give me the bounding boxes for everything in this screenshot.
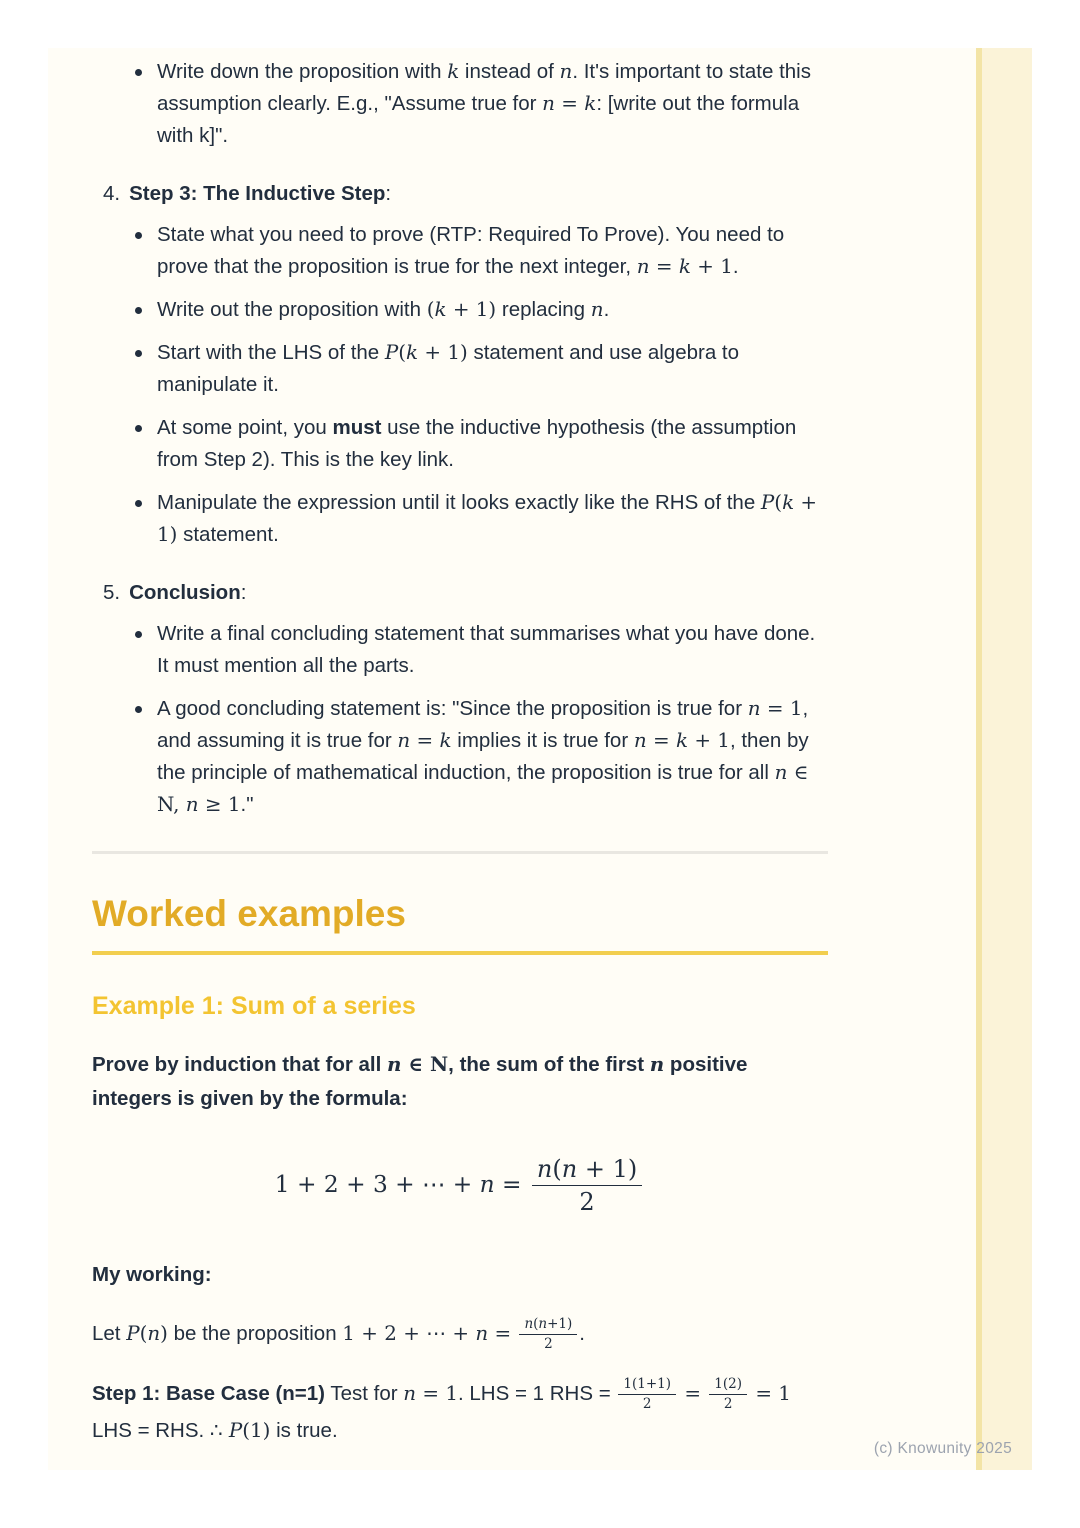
- list-item: [135, 294, 828, 326]
- bullet-marker: [135, 487, 157, 551]
- example-heading: Example 1: Sum of a series: [92, 992, 416, 1020]
- text-segment: + 1): [418, 341, 468, 364]
- list-item: [135, 219, 828, 283]
- text-segment: ≥ 1: [198, 793, 241, 816]
- text-segment: =: [678, 1381, 708, 1405]
- watermark: (c) Knowunity 2025: [873, 1440, 1012, 1457]
- text-segment: statement and use algebra to manipulate it.: [157, 341, 740, 396]
- list-item: [92, 178, 828, 551]
- text-segment: Start with the LHS of the: [157, 341, 385, 364]
- text-segment: , then by the principle of mathematical induction, the proposition is true for all: [157, 729, 809, 784]
- bullet-text: [157, 618, 828, 682]
- text-segment: k: [782, 491, 795, 514]
- bullet-text: [157, 294, 828, 326]
- bullet-text: [157, 219, 828, 283]
- text-segment: statement.: [177, 523, 279, 546]
- text-segment: n: [185, 793, 199, 816]
- text-segment: ): [160, 1321, 168, 1345]
- section-heading: Worked examples: [92, 892, 828, 955]
- text-segment: 1 + 2 + 3 + ⋯ +: [274, 1171, 480, 1198]
- problem-statement: [92, 1047, 828, 1116]
- text-segment: Write down the proposition with: [157, 60, 448, 83]
- text-segment: , the sum of the first: [448, 1053, 650, 1076]
- text-segment: n: [774, 761, 788, 784]
- list-item: [135, 693, 828, 821]
- text-segment: LHS = RHS.: [92, 1418, 210, 1442]
- bullet-marker: [135, 693, 157, 821]
- text-segment: n: [633, 729, 647, 752]
- bullet-list: [92, 618, 828, 821]
- text-segment: .: [732, 255, 739, 278]
- text-segment: , and assuming it is true for: [157, 697, 809, 752]
- text-segment: (: [426, 298, 435, 321]
- bullet-list: [92, 219, 828, 551]
- fraction-numerator: n(n+1): [519, 1316, 577, 1335]
- text-segment: P: [126, 1321, 140, 1345]
- bullet-dot: [135, 631, 142, 638]
- text-segment: k: [406, 341, 419, 364]
- text-segment: k: [678, 255, 691, 278]
- text-segment: A good concluding statement is: "Since the proposition is true for: [157, 697, 748, 720]
- bullet-text: [157, 487, 828, 551]
- bullet-dot: [135, 232, 142, 239]
- text-segment: .: [603, 298, 610, 321]
- text-segment: k: [434, 298, 447, 321]
- text-segment: positive integers is given by the formula:: [92, 1053, 748, 1110]
- text-segment: = 1: [760, 697, 803, 720]
- text-segment: n: [479, 1171, 495, 1198]
- fraction-numerator: 1(1+1): [618, 1376, 676, 1395]
- text-segment: .": [240, 793, 254, 816]
- step-heading: [92, 178, 828, 210]
- bullet-dot: [135, 69, 142, 76]
- text-segment: P: [760, 491, 775, 514]
- text-segment: ∴: [209, 1418, 229, 1442]
- bullet-marker: [135, 337, 157, 401]
- text-segment: + 1): [446, 298, 497, 321]
- text-segment: n: [147, 1321, 161, 1345]
- fraction: [532, 1154, 642, 1217]
- step-number: 4.: [103, 182, 121, 205]
- text-segment: .: [579, 1321, 585, 1345]
- text-segment: : [write out the formula with k]".: [157, 92, 800, 147]
- text-segment: (: [774, 491, 783, 514]
- text-segment: State what you need to prove (RTP: Required To Prove). You need to prove that the proposition is true for the next integer,: [157, 223, 785, 278]
- text-segment: n: [397, 729, 411, 752]
- bullet-dot: [135, 706, 142, 713]
- text-segment: (1): [242, 1418, 271, 1442]
- text-segment: Test for: [325, 1381, 404, 1405]
- text-segment: = 1: [749, 1381, 791, 1405]
- working-label: My working:: [92, 1263, 212, 1286]
- text-segment: P: [228, 1418, 243, 1442]
- text-segment: replacing: [496, 298, 591, 321]
- bullet-dot: [135, 350, 142, 357]
- bullet-text: [157, 337, 828, 401]
- text-segment: = 1: [416, 1381, 458, 1405]
- fraction-numerator: 1(2): [709, 1376, 747, 1395]
- text-segment: n: [542, 92, 555, 115]
- text-segment: . LHS = 1 RHS =: [458, 1381, 617, 1405]
- bullet-marker: [135, 618, 157, 682]
- document-content: [92, 56, 828, 1449]
- text-segment: k: [447, 60, 460, 83]
- step-heading: [92, 577, 828, 609]
- text-segment: (: [398, 341, 407, 364]
- text-segment: + 1): [157, 491, 818, 546]
- list-item: [135, 487, 828, 551]
- text-segment: Step 1: Base Case (n=1): [92, 1381, 325, 1405]
- highlight-ribbon: [976, 48, 1032, 1470]
- fraction: [709, 1376, 747, 1413]
- text-segment: Manipulate the expression until it looks exactly like the RHS of the: [157, 491, 761, 514]
- step-title: Step 3: The Inductive Step: [129, 182, 386, 205]
- text-segment: 1 + 2 + ⋯ +: [342, 1321, 476, 1345]
- text-segment: . It's important to state this assumption clearly. E.g., "Assume true for: [157, 60, 811, 115]
- section-divider: [92, 851, 828, 854]
- text-segment: ∈ N: [401, 1052, 449, 1076]
- bullet-dot: [135, 500, 142, 507]
- text-segment: n: [649, 1052, 665, 1076]
- text-segment: n: [475, 1321, 489, 1345]
- fraction-denominator: 2: [723, 1395, 733, 1412]
- bullet-text: [157, 693, 828, 821]
- text-segment: use the inductive hypothesis (the assumption from Step 2). This is the key link.: [157, 416, 797, 471]
- list-item: [135, 618, 828, 682]
- document-page: [48, 48, 1032, 1470]
- text-segment: be the proposition: [167, 1321, 343, 1345]
- text-segment: (: [139, 1321, 148, 1345]
- text-segment: =: [554, 92, 585, 115]
- text-segment: n: [590, 298, 604, 321]
- text-segment: instead of: [459, 60, 560, 83]
- base-case-line: [92, 1376, 828, 1449]
- text-segment: k: [584, 92, 597, 115]
- step-title-suffix: :: [385, 182, 392, 205]
- bullet-marker: [135, 56, 157, 152]
- text-segment: implies it is true for: [451, 729, 634, 752]
- text-segment: is true.: [270, 1418, 338, 1442]
- fraction: [618, 1376, 676, 1413]
- intro-bullet-list: [92, 56, 828, 152]
- text-segment: =: [649, 255, 679, 278]
- bullet-text: [157, 56, 828, 152]
- text-segment: Write a final concluding statement that summarises what you have done. It must mention all the parts.: [157, 622, 816, 677]
- list-item: [92, 577, 828, 821]
- step-number: 5.: [103, 581, 121, 604]
- text-segment: must: [332, 416, 382, 439]
- text-segment: Write out the proposition with: [157, 298, 427, 321]
- text-segment: n: [403, 1381, 417, 1405]
- text-segment: + 1: [690, 255, 733, 278]
- list-item: [135, 56, 828, 152]
- bullet-dot: [135, 307, 142, 314]
- step-title-suffix: :: [240, 581, 247, 604]
- text-segment: =: [646, 729, 676, 752]
- list-item: [135, 412, 828, 476]
- text-segment: =: [410, 729, 440, 752]
- text-segment: + 1: [688, 729, 730, 752]
- bullet-dot: [135, 425, 142, 432]
- step-title: Conclusion: [129, 581, 241, 604]
- text-segment: Let: [92, 1321, 127, 1345]
- text-segment: P: [384, 341, 399, 364]
- text-segment: =: [488, 1321, 518, 1345]
- bullet-marker: [135, 412, 157, 476]
- fraction-denominator: 2: [544, 1335, 553, 1352]
- text-segment: Prove by induction that for all: [92, 1053, 387, 1076]
- bullet-marker: [135, 219, 157, 283]
- fraction: [519, 1316, 577, 1353]
- bullet-marker: [135, 294, 157, 326]
- fraction-denominator: 2: [579, 1188, 595, 1216]
- text-segment: k: [675, 729, 689, 752]
- text-segment: n: [387, 1052, 402, 1076]
- display-formula: [92, 1154, 828, 1217]
- text-segment: At some point, you: [157, 416, 333, 439]
- list-item: [135, 337, 828, 401]
- text-segment: n: [636, 255, 650, 278]
- text-segment: k: [439, 729, 452, 752]
- text-segment: =: [494, 1171, 529, 1198]
- fraction-numerator: n(n + 1): [532, 1154, 642, 1186]
- bullet-text: [157, 412, 828, 476]
- text-segment: ∈ N,: [157, 761, 809, 816]
- fraction-denominator: 2: [642, 1395, 652, 1412]
- steps-list: [92, 178, 828, 821]
- proposition-line: [92, 1316, 828, 1353]
- text-segment: n: [559, 60, 573, 83]
- text-segment: n: [747, 697, 761, 720]
